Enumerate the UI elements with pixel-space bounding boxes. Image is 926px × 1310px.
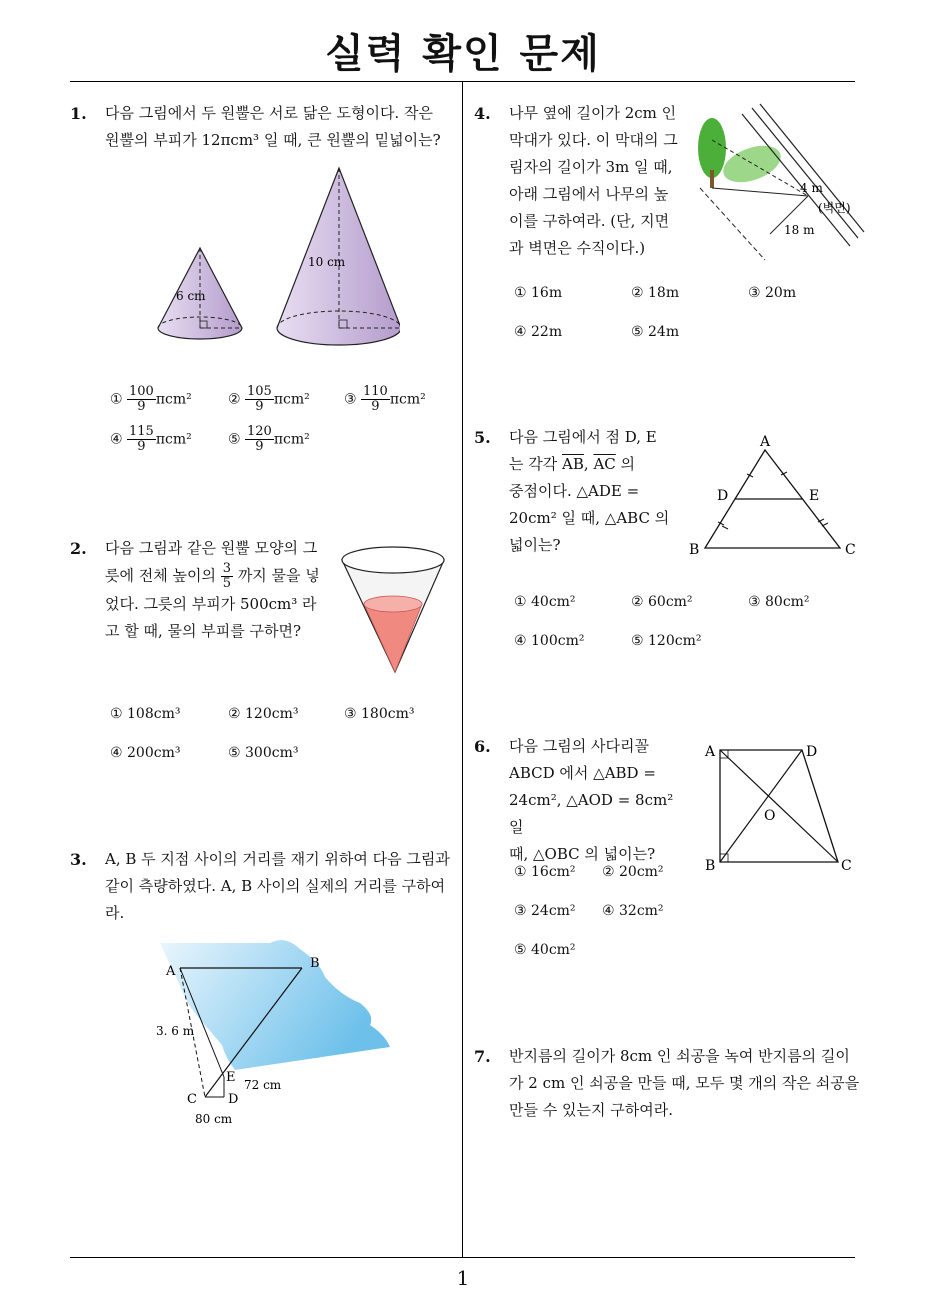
label-E: E	[809, 488, 820, 504]
question-text-line: A, B 두 지점 사이의 거리를 재기 위하여 다음 그림과	[105, 850, 450, 868]
label-O: O	[764, 808, 776, 824]
option-3[interactable]: ③ 20m	[748, 285, 797, 301]
label-C: C	[845, 542, 856, 558]
tree-shadow-figure	[690, 100, 865, 270]
label-C: C	[187, 1092, 197, 1107]
question-number: 2.	[70, 539, 87, 558]
question-text-line: 가 2 cm 인 쇠공을 만들 때, 모두 몇 개의 작은 쇠공을	[509, 1074, 860, 1092]
question-text-line: 만들 수 있는지 구하여라.	[509, 1101, 673, 1119]
option-5[interactable]: ⑤ 120cm²	[631, 633, 702, 649]
option-5[interactable]: ⑤ 40cm²	[514, 942, 576, 958]
option-2[interactable]: ② 120cm³	[228, 706, 299, 722]
wall-label: (벽면)	[818, 201, 851, 215]
question-text-line: 때, △OBC 의 넓이는?	[509, 845, 656, 863]
length-4m: 4 m	[800, 181, 823, 195]
option-5[interactable]: ⑤ $\frac{120}{9}$ πcm²	[228, 424, 310, 454]
question-number: 5.	[474, 428, 491, 447]
option-1[interactable]: ① 108cm³	[110, 706, 181, 722]
question-text-line: 는 각각 $\overline{AB}$, $\overline{AC}$ 의	[509, 455, 636, 473]
label-A: A	[760, 434, 771, 450]
cones-figure	[150, 160, 400, 355]
question-text-line: 아래 그림에서 나무의 높	[509, 185, 669, 203]
option-3[interactable]: ③ $\frac{110}{9}$ πcm²	[344, 384, 426, 414]
bottom-rule	[70, 1257, 855, 1258]
page-title: 실력 확인 문제	[325, 31, 601, 77]
small-cone-height-label: 6 cm	[176, 289, 206, 303]
question-text-line: 릇에 전체 높이의 $\frac{3}{5}$ 까지 물을 넣	[105, 561, 320, 591]
question-text-line: ABCD 에서 △ABD =	[509, 764, 656, 782]
option-1[interactable]: ① $\frac{100}{9}$ πcm²	[110, 384, 192, 414]
big-cone-height-label: 10 cm	[308, 255, 346, 269]
label-A: A	[705, 744, 716, 760]
question-text-line: 라.	[105, 904, 125, 922]
option-5[interactable]: ⑤ 24m	[631, 324, 680, 340]
label-B: B	[310, 956, 320, 971]
option-2[interactable]: ② 60cm²	[631, 594, 693, 610]
question-text-line: 이를 구하여라. (단, 지면	[509, 212, 670, 230]
question-text-line: 넓이는?	[509, 536, 561, 554]
question-text-line: 같이 측량하였다. A, B 사이의 실제의 거리를 구하여	[105, 877, 446, 895]
option-3[interactable]: ③ 80cm²	[748, 594, 810, 610]
question-text-line: 다음 그림과 같은 원뿔 모양의 그	[105, 539, 318, 557]
label-C: C	[841, 858, 852, 874]
length-18m: 18 m	[784, 223, 815, 237]
option-4[interactable]: ④ 22m	[514, 324, 563, 340]
question-number: 7.	[474, 1047, 491, 1066]
trapezoid-figure	[700, 738, 860, 878]
river-figure	[150, 935, 400, 1130]
question-text-line: 반지름의 길이가 8cm 인 쇠공을 녹여 반지름의 길이	[509, 1047, 850, 1065]
question-number: 3.	[70, 850, 87, 869]
question-text-line: 20cm² 일 때, △ABC 의	[509, 509, 670, 527]
question-text-line: 다음 그림에서 점 D, E	[509, 428, 657, 446]
option-4[interactable]: ④ 100cm²	[514, 633, 585, 649]
length-CD: 80 cm	[195, 1112, 233, 1126]
label-D: D	[228, 1092, 239, 1107]
question-text-line: 었다. 그릇의 부피가 500cm³ 라	[105, 595, 317, 613]
option-1[interactable]: ① 40cm²	[514, 594, 576, 610]
option-3[interactable]: ③ 180cm³	[344, 706, 415, 722]
question-text-line: 림자의 길이가 3m 일 때,	[509, 158, 673, 176]
label-A: A	[166, 964, 176, 979]
cone-cup-figure	[338, 540, 448, 680]
option-2[interactable]: ② $\frac{105}{9}$ πcm²	[228, 384, 310, 414]
option-5[interactable]: ⑤ 300cm³	[228, 745, 299, 761]
option-2[interactable]: ② 20cm²	[602, 864, 664, 880]
column-divider	[462, 82, 463, 1257]
water	[364, 604, 422, 672]
length-ED: 72 cm	[244, 1078, 282, 1092]
length-AC: 3. 6 m	[156, 1024, 195, 1038]
question-number: 4.	[474, 104, 491, 123]
question-text-line: 다음 그림의 사다리꼴	[509, 737, 649, 755]
label-B: B	[689, 542, 700, 558]
question-text-line: 과 벽면은 수직이다.)	[509, 239, 646, 257]
option-1[interactable]: ① 16m	[514, 285, 563, 301]
question-text-line: 중점이다. △ADE =	[509, 482, 640, 500]
question-number: 6.	[474, 737, 491, 756]
option-4[interactable]: ④ $\frac{115}{9}$ πcm²	[110, 424, 192, 454]
label-D: D	[717, 488, 729, 504]
label-B: B	[705, 858, 716, 874]
question-text-line: 원뿔의 부피가 12πcm³ 일 때, 큰 원뿔의 밑넓이는?	[105, 131, 441, 149]
question-number: 1.	[70, 104, 87, 123]
option-4[interactable]: ④ 200cm³	[110, 745, 181, 761]
option-3[interactable]: ③ 24cm²	[514, 903, 576, 919]
label-E: E	[226, 1070, 236, 1085]
question-text-line: 다음 그림에서 두 원뿔은 서로 닮은 도형이다. 작은	[105, 104, 433, 122]
option-1[interactable]: ① 16cm²	[514, 864, 576, 880]
question-text-line: 막대가 있다. 이 막대의 그	[509, 131, 678, 149]
question-text-line: 고 할 때, 물의 부피를 구하면?	[105, 622, 302, 640]
label-D: D	[806, 744, 818, 760]
page-number: 1	[456, 1266, 470, 1290]
triangle-figure	[685, 430, 865, 560]
option-2[interactable]: ② 18m	[631, 285, 680, 301]
option-4[interactable]: ④ 32cm²	[602, 903, 664, 919]
question-text-line: 24cm², △AOD = 8cm² 일	[509, 791, 674, 836]
question-text-line: 나무 옆에 길이가 2cm 인	[509, 104, 677, 122]
